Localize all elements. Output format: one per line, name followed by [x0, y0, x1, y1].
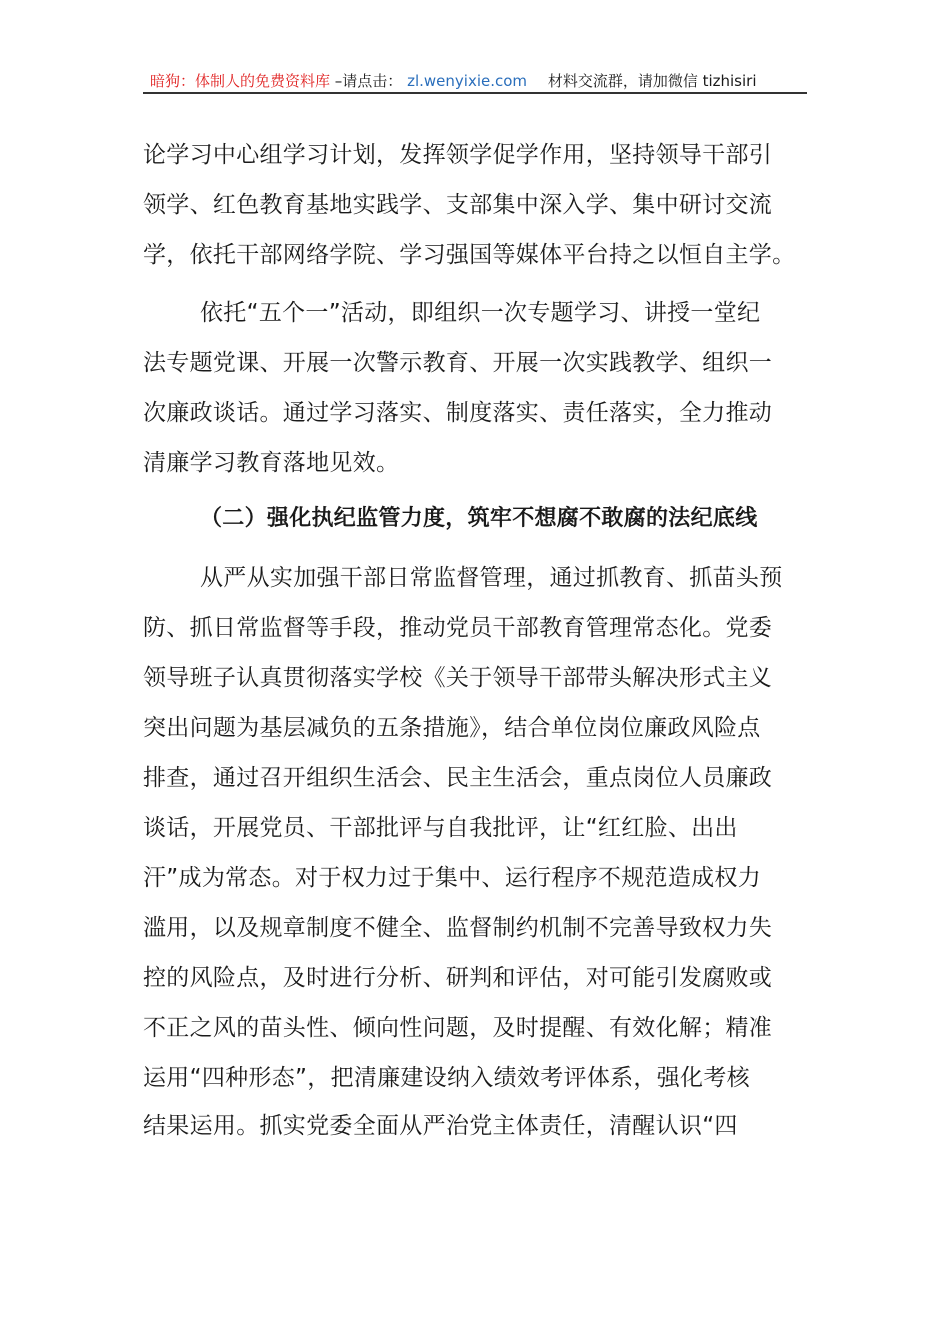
header-prompt: –请点击：: [334, 72, 403, 90]
section-heading: （二）强化执纪监管力度，筑牢不想腐不敢腐的法纪底线: [200, 506, 758, 531]
text-line: 突出问题为基层减负的五条措施》，结合单位岗位廉政风险点: [143, 715, 761, 741]
text-line: 排查，通过召开组织生活会、民主生活会，重点岗位人员廉政: [143, 765, 773, 791]
text-line: 汗”成为常态。对于权力过于集中、运行程序不规范造成权力: [143, 865, 762, 891]
text-line: 领学、红色教育基地实践学、支部集中深入学、集中研讨交流: [143, 192, 773, 218]
text-line: 领导班子认真贯彻落实学校《关于领导干部带头解决形式主义: [143, 665, 773, 691]
text-line: 依托“五个一”活动，即组织一次专题学习、讲授一堂纪: [200, 300, 761, 326]
header-site-name: 暗狗：体制人的免费资料库: [150, 72, 331, 90]
text-line: 论学习中心组学习计划，发挥领学促学作用，坚持领导干部引: [143, 142, 773, 168]
text-line: 结果运用。抓实党委全面从严治党主体责任，清醒认识“四: [143, 1113, 738, 1139]
text-line: 清廉学习教育落地见效。: [143, 450, 400, 476]
text-line: 次廉政谈话。通过学习落实、制度落实、责任落实，全力推动: [143, 400, 773, 426]
page-header: [150, 70, 757, 91]
header-divider: [143, 92, 807, 94]
text-line: 法专题党课、开展一次警示教育、开展一次实践教学、组织一: [143, 350, 773, 376]
text-line: 防、抓日常监督等手段，推动党员干部教育管理常态化。党委: [143, 615, 773, 641]
header-url-link[interactable]: zl.wenyixie.com: [407, 72, 528, 90]
text-line: 滥用，以及规章制度不健全、监督制约机制不完善导致权力失: [143, 915, 773, 941]
text-line: 运用“四种形态”，把清廉建设纳入绩效考评体系，强化考核: [143, 1065, 750, 1091]
text-line: 学，依托干部网络学院、学习强国等媒体平台持之以恒自主学。: [143, 242, 796, 268]
text-line: 控的风险点，及时进行分析、研判和评估，对可能引发腐败或: [143, 965, 773, 991]
header-contact: 材料交流群，请加微信 tizhisiri: [547, 72, 757, 90]
text-line: 谈话，开展党员、干部批评与自我批评，让“红红脸、出出: [143, 815, 738, 841]
text-line: 不正之风的苗头性、倾向性问题，及时提醒、有效化解；精准: [143, 1015, 773, 1041]
text-line: 从严从实加强干部日常监督管理，通过抓教育、抓苗头预: [200, 565, 783, 591]
